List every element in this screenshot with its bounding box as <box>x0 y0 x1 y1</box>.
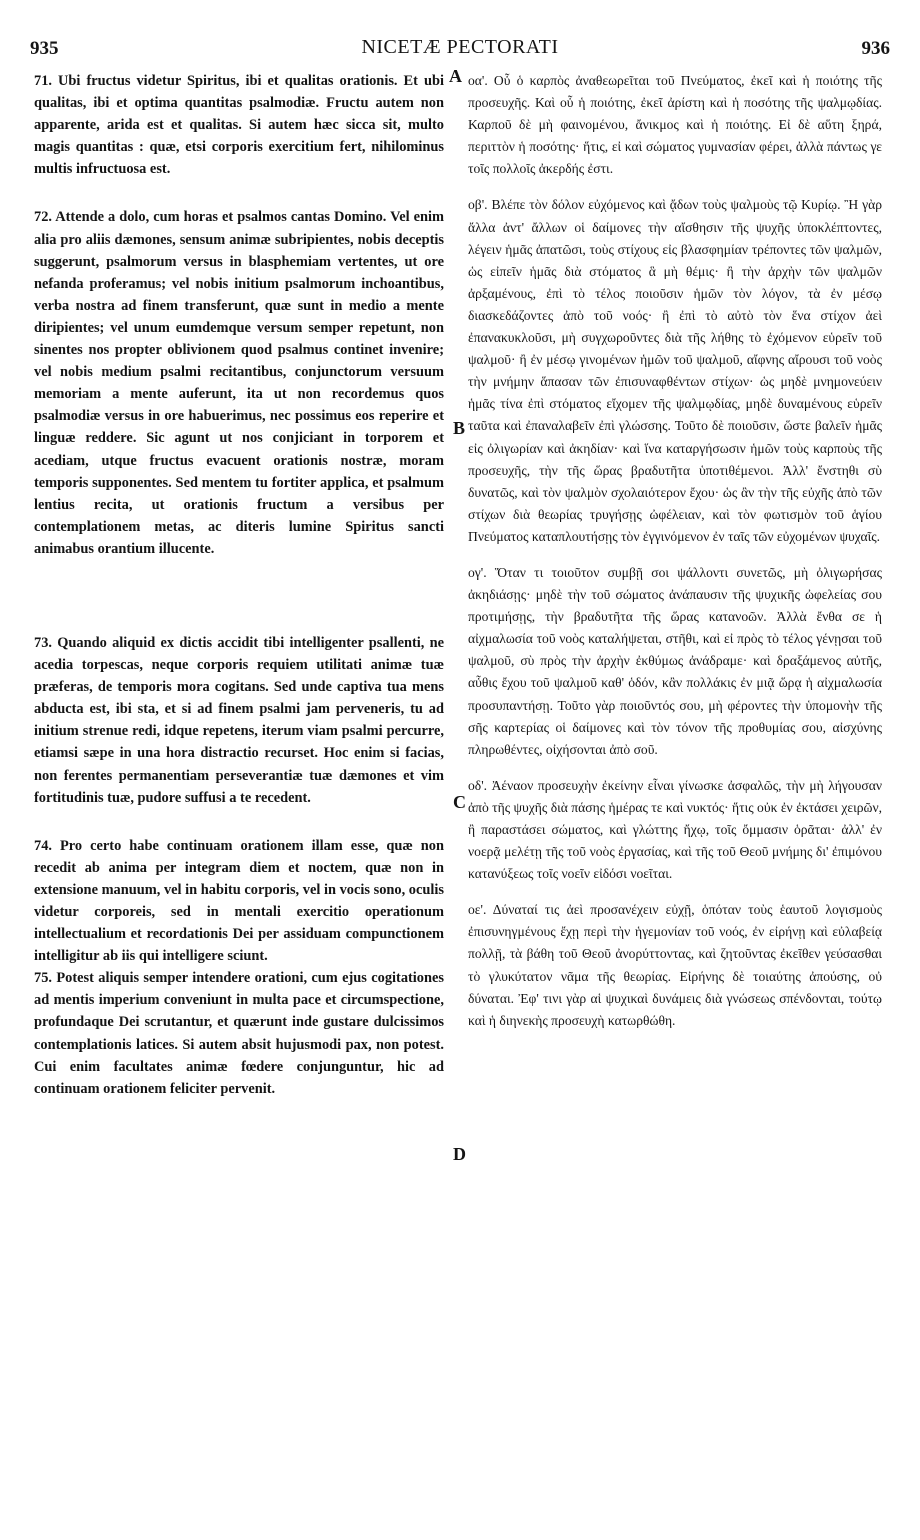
left-page-number: 935 <box>30 38 59 59</box>
page-header <box>30 34 890 64</box>
latin-chapter-74: 74. Pro certo habe continuam orationem illam esse, quæ non recedit ab anima per integram diem et noctem, quæ non in extensione manuum, vel in habitu corporis, vel in vocis sono, oculis videtur corporeis, sed in mentali exercitio operationum intellectualium et recordationis Dei per assiduam compunctionem intelligitur ab iis qui intelligere sciunt. <box>34 837 444 965</box>
greek-chapter-73: ογ'. Ὅταν τι τοιοῦτον συμβῇ σοι ψάλλοντι συνετῶς, μὴ ὀλιγωρήσας ἀκηδιάσῃς· μηδὲ τὴν τοῦ σώματος ἀνάπαυσιν τῆς ψυχικῆς ὠφελείας σου προτιμήσῃς, τὴν βραδυτῆτα τῆς ὥρας κατανοῶν. Ἀλλὰ ἔνθα σε ἡ αἰχμαλωσία τοῦ νοὸς καταλήψεται, στῆθι, καὶ εἰ πρὸς τὸ τέλος γένῃσαι τοῦ ψαλμοῦ, σὺ πρὸς τὴν ἀρχὴν ἐκθύμως ἀνάδραμε· καὶ δραξάμενος αὐτῆς, αὖθις ἔχου τοῦ ψαλμοῦ καθ' ὁδόν, κἂν πολλάκις ἐν μιᾷ ὥρᾳ ἡ αἰχμαλωσία προσυπαντήσῃ. Τοῦτο γὰρ ποιοῦντός σου, μὴ φέροντες τὴν ὑπομονὴν τῆς σῆς καρτερίας οἱ δαίμονες καὶ τὸν τόνον τῆς προθυμίας σου, αἰσχύνης πληρωθέντες, οἰχήσονται ἀπὸ σοῦ. <box>468 564 882 757</box>
latin-chapter-72: 72. Attende a dolo, cum horas et psalmos cantas Domino. Vel enim alia pro aliis dæmones, sensum animæ subripientes, nobis deceptis suggerunt, psalmorum versus in blasphemiam vertentes, ut ore nefanda proferamus; vel nobis initium psalmorum inchoantibus, verba nostra ad finem transferunt, quæ sunt in medio a mente diripientes; vel unum eumdemque versum semper repetunt, non sinentes nos propter oblivionem quod psalmus continet invenire; vel nobis medium psalmi recitantibus, conjunctorum versuum memoriam a mente auferunt, ita ut non recordemus quos psalmodiæ versus in ore habuerimus, nec possimus eos reperire et linguæ reddere. Sic agunt ut nos conjiciant in torporem et acediam, utque fructus evacuent orationis nostræ, moram temporis supponentes. Sed mentem tu fortiter applica, et psalmum lentius recita, ut orationis fructum a versibus per contemplationem metas, ac diteris lumine Spiritus sancti animabus orantium illucente. <box>34 209 444 557</box>
right-page-number: 936 <box>861 38 890 59</box>
running-title: NICETÆ PECTORATI <box>361 36 559 58</box>
latin-chapter-75: 75. Potest aliquis semper intendere orationi, cum ejus cogitationes ad mentis imperium conveniunt in multa pace et circumspectione, profundaque Dei scrutantur, et quærunt inde gustare dulcissimos contemplationis latices. Si autem absit hujusmodi pax, non potest. Cui enim facultates animæ fœdere conjunguntur, hic ad continuam orationem feliciter pervenit. <box>34 970 444 1097</box>
greek-chapter-72: οβ'. Βλέπε τὸν δόλον εὐχόμενος καὶ ᾄδων τοὺς ψαλμοὺς τῷ Κυρίῳ. Ἢ γὰρ ἄλλα ἀντ' ἄλλων οἱ δαίμονες τὴν αἴσθησιν τῆς ψυχῆς ὑποκλέπτοντες, λέγειν ἡμᾶς ἀπατῶσι, τοὺς στίχους εἰς βλασφημίαν τρέποντες τῶν ψαλμῶν, ὡς εἰπεῖν ἡμᾶς διὰ στόματος ἃ μὴ θέμις· ἢ τὴν ἀρχὴν τῶν ψαλμῶν ἀρξαμένους, ἐπὶ τὸ τέλος ποιοῦσιν ἡμῶν τὸν λόγον, τὰ ἐν μέσῳ διασκεδάζοντες ἀπὸ τοῦ νοός· ἢ ἐπὶ τὸ αὐτὸ τὸν ἕνα στίχον ἀεὶ ἐπανακυκλοῦσι, μὴ συγχωροῦντες διὰ τῆς λήθης τὸ ἐχόμενον εὑρεῖν τοῦ ψαλμοῦ· ἢ ἐν μέσῳ γινομένων ἡμῶν τοῦ ψαλμοῦ, αἴφνης αἴρουσι τοῦ νοὸς τὴν μνήμην ἅπασαν τῶν ἐπισυναφθέντων στίχων· ὡς μηδὲ μνημονεύειν ἡμᾶς τίνα ἐπὶ στόματος εἴχομεν τῆς ψαλμῳδίας, μηδὲ δυναμένους εὑρεῖν ταῦτα καὶ ἐπαναλαβεῖν ἐπὶ γλώσσης. Τοῦτο δὲ ποιοῦσιν, ὥστε βαλεῖν ἡμᾶς εἰς ὀλιγωρίαν καὶ ἀκηδίαν· καὶ ἵνα καταργήσωσιν ἡμῶν τοὺς καρποὺς τῆς προσευχῆς, τὴν τῆς ὥρας βραδυτῆτα ὑποτιθέμενοι. Ἀλλ' ἔνστηθι σὺ δυνατῶς, καὶ τὸν ψαλμὸν σχολαιότερον ἔχου· ὡς ἂν τὴν τῆς εὐχῆς ἀπὸ τῶν στίχων διὰ θεωρίας τρυγήσῃς ὠφέλειαν, καὶ τὸν φωτισμὸν τοῦ ἁγίου Πνεύματος καταπλουτήσῃς τὸν ἐγγινόμενον ἐν ταῖς τῶν εὐχομένων ψυχαῖς. <box>468 197 882 544</box>
greek-column <box>468 70 882 1032</box>
greek-chapter-71: οα'. Οὗ ὁ καρπὸς ἀναθεωρεῖται τοῦ Πνεύματος, ἐκεῖ καὶ ἡ ποιότης τῆς προσευχῆς. Καὶ οὗ ἡ ποιότης, ἐκεῖ ἀρίστη καὶ ἡ ποσότης τῆς ψαλμῳδίας. Καρποῦ δὲ μὴ φαινομένου, ἄνικμος καὶ ἡ ποιότης. Εἰ δὲ αὕτη ξηρά, περιττὸν ἡ ποσότης· ἥτις, εἰ καὶ σώματος γυμνασίαν φέρει, ἀλλὰ πάντως γε τοῖς πολλοῖς ἀκερδής ἐστι. <box>468 73 882 177</box>
latin-column <box>34 70 444 1100</box>
margin-letter-b: B <box>453 418 466 438</box>
latin-chapter-73: 73. Quando aliquid ex dictis accidit tibi intelligenter psallenti, ne acedia torpescas, neque corporis requiem utilitati animæ tuæ præferas, de temporis mora cogitans. Sed unde captiva tua mens abducta est, ibi sta, et si ad finem psalmi jam perveneris, tu ad initium strenue redi, idque repetens, iterum viam psalmi percurre, etiamsi sæpe in una hora distractio recurset. Hoc enim si facias, non ferentes permanentiam perseverantiæ tuæ dæmones et vim fortitudinis tuæ, pudore suffusi a te recedent. <box>34 634 444 806</box>
margin-letter-a: A <box>449 66 462 86</box>
greek-chapter-75: οε'. Δύναταί τις ἀεὶ προσανέχειν εὐχῇ, ὁπόταν τοὺς ἑαυτοῦ λογισμοὺς ἐπισυνηγμένους ἔχῃ περὶ τὴν ἡγεμονίαν τοῦ νοός, ἐν εἰρήνῃ καὶ εὐλαβείᾳ πολλῇ, τὰ βάθη τοῦ Θεοῦ ἀνορύττοντας, καὶ ζητοῦντας ἐκεῖθεν γεύσασθαι τὸ γλυκύτατον νᾶμα τῆς θεωρίας. Εἰρήνης δὲ τοιαύτης ἀπούσης, οὐ δύναται. Ἐφ' τινι γὰρ αἱ ψυχικαὶ δυνάμεις διὰ γνώσεως σπένδονται, τούτῳ καὶ ἡ διηνεκὴς προσευχὴ κατωρθώθη. <box>468 902 882 1028</box>
greek-chapter-74: οδ'. Ἀέναον προσευχὴν ἐκείνην εἶναι γίνωσκε ἀσφαλῶς, τὴν μὴ λήγουσαν ἀπὸ τῆς ψυχῆς διὰ πάσης ἡμέρας τε καὶ νυκτός· ἥτις οὐκ ἐν ἐκτάσει χειρῶν, ἢ παραστάσει σώματος, καὶ γλώττης ἤχῳ, τοῖς ὄμμασιν ὁρᾶται· ἀλλ' ἐν νοερᾷ μελέτῃ τῆς τοῦ νοὸς ἐργασίας, καὶ τῆς τοῦ Θεοῦ μνήμης δι' ἐπιμόνου κατανύξεως τοῖς νοεῖν εἰδόσι νοεῖται. <box>468 777 882 882</box>
margin-letter-c: C <box>453 792 466 812</box>
latin-chapter-71: 71. Ubi fructus videtur Spiritus, ibi et qualitas orationis. Et ubi qualitas, ibi et optima quantitas psalmodiæ. Fructu autem non apparente, arida est et qualitas. Si autem hæc sicca sit, multo magis quantitas : quæ, etsi corporis exercitium fert, nihilominus multis infructuosa est. <box>34 73 444 178</box>
margin-letter-d: D <box>453 1144 466 1164</box>
